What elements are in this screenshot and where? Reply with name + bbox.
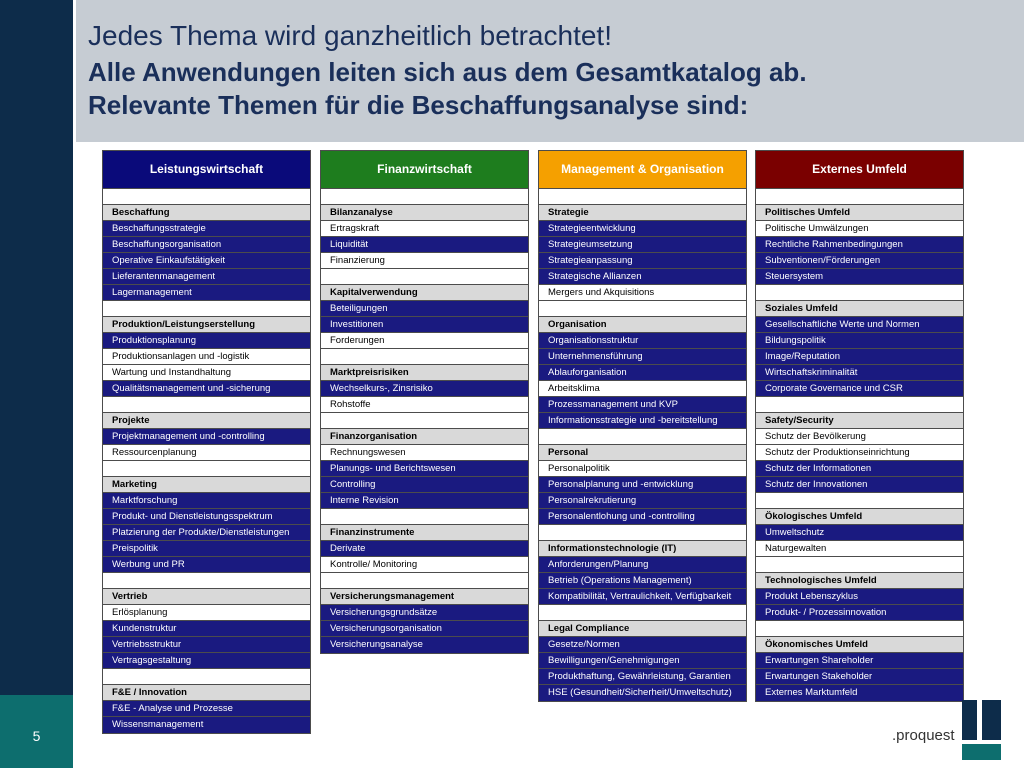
topic-row: Ertragskraft (321, 221, 528, 237)
topic-row: Politische Umwälzungen (756, 221, 963, 237)
topic-row: Betrieb (Operations Management) (539, 573, 746, 589)
topic-row: Erlösplanung (103, 605, 310, 621)
spacer-row (539, 301, 746, 317)
topic-row: Schutz der Informationen (756, 461, 963, 477)
spacer-row (321, 269, 528, 285)
topic-row: Beschaffungsstrategie (103, 221, 310, 237)
spacer-row (321, 509, 528, 525)
topic-row: Produkt Lebenszyklus (756, 589, 963, 605)
title-line-2: Alle Anwendungen leiten sich aus dem Gesamtkatalog ab. (88, 57, 807, 87)
topic-row: Erwartungen Stakeholder (756, 669, 963, 685)
spacer-row (103, 461, 310, 477)
topic-row: Produktionsplanung (103, 333, 310, 349)
spacer-row (103, 573, 310, 589)
topic-row: Schutz der Innovationen (756, 477, 963, 493)
topic-row: Produkt- und Dienstleistungsspektrum (103, 509, 310, 525)
category-row: Projekte (103, 413, 310, 429)
topic-row: Ablauforganisation (539, 365, 746, 381)
spacer-row (103, 189, 310, 205)
spacer-row (539, 429, 746, 445)
topic-row: Operative Einkaufstätigkeit (103, 253, 310, 269)
topic-row: Produktionsanlagen und -logistik (103, 349, 310, 365)
topic-row: Prozessmanagement und KVP (539, 397, 746, 413)
topic-row: Subventionen/Förderungen (756, 253, 963, 269)
topic-row: Qualitätsmanagement und -sicherung (103, 381, 310, 397)
catalog-column (320, 150, 529, 654)
topic-row: Gesellschaftliche Werte und Normen (756, 317, 963, 333)
category-row: Politisches Umfeld (756, 205, 963, 221)
topic-row: HSE (Gesundheit/Sicherheit/Umweltschutz) (539, 685, 746, 701)
topic-row: Schutz der Bevölkerung (756, 429, 963, 445)
spacer-row (756, 621, 963, 637)
topic-row: Personalentlohung und -controlling (539, 509, 746, 525)
spacer-row (756, 557, 963, 573)
spacer-row (539, 525, 746, 541)
category-row: Ökologisches Umfeld (756, 509, 963, 525)
topic-row: Umweltschutz (756, 525, 963, 541)
category-row: Finanzorganisation (321, 429, 528, 445)
spacer-row (539, 605, 746, 621)
logo-bar-base (962, 744, 1001, 760)
topic-row: Strategieentwicklung (539, 221, 746, 237)
topic-row: Bewilligungen/Genehmigungen (539, 653, 746, 669)
sidebar-top (0, 0, 73, 695)
spacer-row (539, 189, 746, 205)
spacer-row (756, 397, 963, 413)
topic-row: Produkthaftung, Gewährleistung, Garantien (539, 669, 746, 685)
topic-row: Wartung und Instandhaltung (103, 365, 310, 381)
topic-row: Personalpolitik (539, 461, 746, 477)
spacer-row (321, 189, 528, 205)
column-header: Finanzwirtschaft (321, 151, 528, 189)
page-number: 5 (32, 728, 41, 744)
title-line-1: Jedes Thema wird ganzheitlich betrachtet! (88, 20, 612, 51)
topic-row: Marktforschung (103, 493, 310, 509)
category-row: Soziales Umfeld (756, 301, 963, 317)
category-row: Strategie (539, 205, 746, 221)
topic-row: Liquidität (321, 237, 528, 253)
category-row: Safety/Security (756, 413, 963, 429)
topic-row: Lagermanagement (103, 285, 310, 301)
spacer-row (103, 397, 310, 413)
spacer-row (321, 413, 528, 429)
topic-row: Preispolitik (103, 541, 310, 557)
topic-row: Schutz der Produktionseinrichtung (756, 445, 963, 461)
topic-row: Kundenstruktur (103, 621, 310, 637)
topic-row: Vertragsgestaltung (103, 653, 310, 669)
topic-row: Steuersystem (756, 269, 963, 285)
topic-row: Mergers und Akquisitions (539, 285, 746, 301)
topic-row: Unternehmensführung (539, 349, 746, 365)
topic-row: Image/Reputation (756, 349, 963, 365)
topic-row: Projektmanagement und -controlling (103, 429, 310, 445)
topic-row: Lieferantenmanagement (103, 269, 310, 285)
category-row: Produktion/Leistungserstellung (103, 317, 310, 333)
spacer-row (321, 573, 528, 589)
topic-row: Strategieanpassung (539, 253, 746, 269)
topic-row: Versicherungsgrundsätze (321, 605, 528, 621)
topic-row: Rechtliche Rahmenbedingungen (756, 237, 963, 253)
category-row: Informationstechnologie (IT) (539, 541, 746, 557)
category-row: Legal Compliance (539, 621, 746, 637)
topic-row: Ressourcenplanung (103, 445, 310, 461)
category-row: Vertrieb (103, 589, 310, 605)
topic-row: Rohstoffe (321, 397, 528, 413)
topic-row: Strategische Allianzen (539, 269, 746, 285)
topic-row: Naturgewalten (756, 541, 963, 557)
category-row: Beschaffung (103, 205, 310, 221)
topic-row: Externes Marktumfeld (756, 685, 963, 701)
topic-row: Gesetze/Normen (539, 637, 746, 653)
column-header: Leistungswirtschaft (103, 151, 310, 189)
topic-row: Derivate (321, 541, 528, 557)
topic-row: Forderungen (321, 333, 528, 349)
spacer-row (103, 669, 310, 685)
topic-row: Wechselkurs-, Zinsrisiko (321, 381, 528, 397)
category-row: Marketing (103, 477, 310, 493)
topic-row: Kontrolle/ Monitoring (321, 557, 528, 573)
column-header: Externes Umfeld (756, 151, 963, 189)
topic-row: Personalplanung und -entwicklung (539, 477, 746, 493)
topic-row: Produkt- / Prozessinnovation (756, 605, 963, 621)
topic-row: Wirtschaftskriminalität (756, 365, 963, 381)
category-row: F&E / Innovation (103, 685, 310, 701)
topic-row: Rechnungswesen (321, 445, 528, 461)
catalog-column (538, 150, 747, 702)
logo-text: .proquest (892, 727, 955, 744)
category-row: Ökonomisches Umfeld (756, 637, 963, 653)
category-row: Marktpreisrisiken (321, 365, 528, 381)
topic-row: Beteiligungen (321, 301, 528, 317)
topic-row: Anforderungen/Planung (539, 557, 746, 573)
topic-row: Beschaffungsorganisation (103, 237, 310, 253)
topic-row: Strategieumsetzung (539, 237, 746, 253)
category-row: Versicherungsmanagement (321, 589, 528, 605)
category-row: Finanzinstrumente (321, 525, 528, 541)
spacer-row (756, 493, 963, 509)
category-row: Personal (539, 445, 746, 461)
logo-bar-right (982, 700, 1001, 740)
topic-row: Kompatibilität, Vertraulichkeit, Verfügbarkeit (539, 589, 746, 605)
topic-row: F&E - Analyse und Prozesse (103, 701, 310, 717)
topic-row: Versicherungsorganisation (321, 621, 528, 637)
spacer-row (321, 349, 528, 365)
spacer-row (103, 301, 310, 317)
category-row: Technologisches Umfeld (756, 573, 963, 589)
logo-bar-left (962, 700, 977, 740)
topic-row: Investitionen (321, 317, 528, 333)
category-row: Kapitalverwendung (321, 285, 528, 301)
topic-row: Interne Revision (321, 493, 528, 509)
topic-row: Bildungspolitik (756, 333, 963, 349)
topic-row: Wissensmanagement (103, 717, 310, 733)
topic-row: Platzierung der Produkte/Dienstleistungen (103, 525, 310, 541)
spacer-row (756, 285, 963, 301)
topic-row: Versicherungsanalyse (321, 637, 528, 653)
topic-row: Arbeitsklima (539, 381, 746, 397)
topic-row: Informationsstrategie und -bereitstellung (539, 413, 746, 429)
column-header: Management & Organisation (539, 151, 746, 189)
topic-row: Werbung und PR (103, 557, 310, 573)
catalog-column (755, 150, 964, 702)
category-row: Organisation (539, 317, 746, 333)
topic-row: Planungs- und Berichtswesen (321, 461, 528, 477)
topic-row: Corporate Governance und CSR (756, 381, 963, 397)
title-line-3: Relevante Themen für die Beschaffungsanalyse sind: (88, 90, 749, 120)
topic-row: Vertriebsstruktur (103, 637, 310, 653)
topic-row: Erwartungen Shareholder (756, 653, 963, 669)
topic-row: Controlling (321, 477, 528, 493)
catalog-column (102, 150, 311, 734)
topic-row: Finanzierung (321, 253, 528, 269)
topic-row: Organisationsstruktur (539, 333, 746, 349)
category-row: Bilanzanalyse (321, 205, 528, 221)
topic-row: Personalrekrutierung (539, 493, 746, 509)
spacer-row (756, 189, 963, 205)
